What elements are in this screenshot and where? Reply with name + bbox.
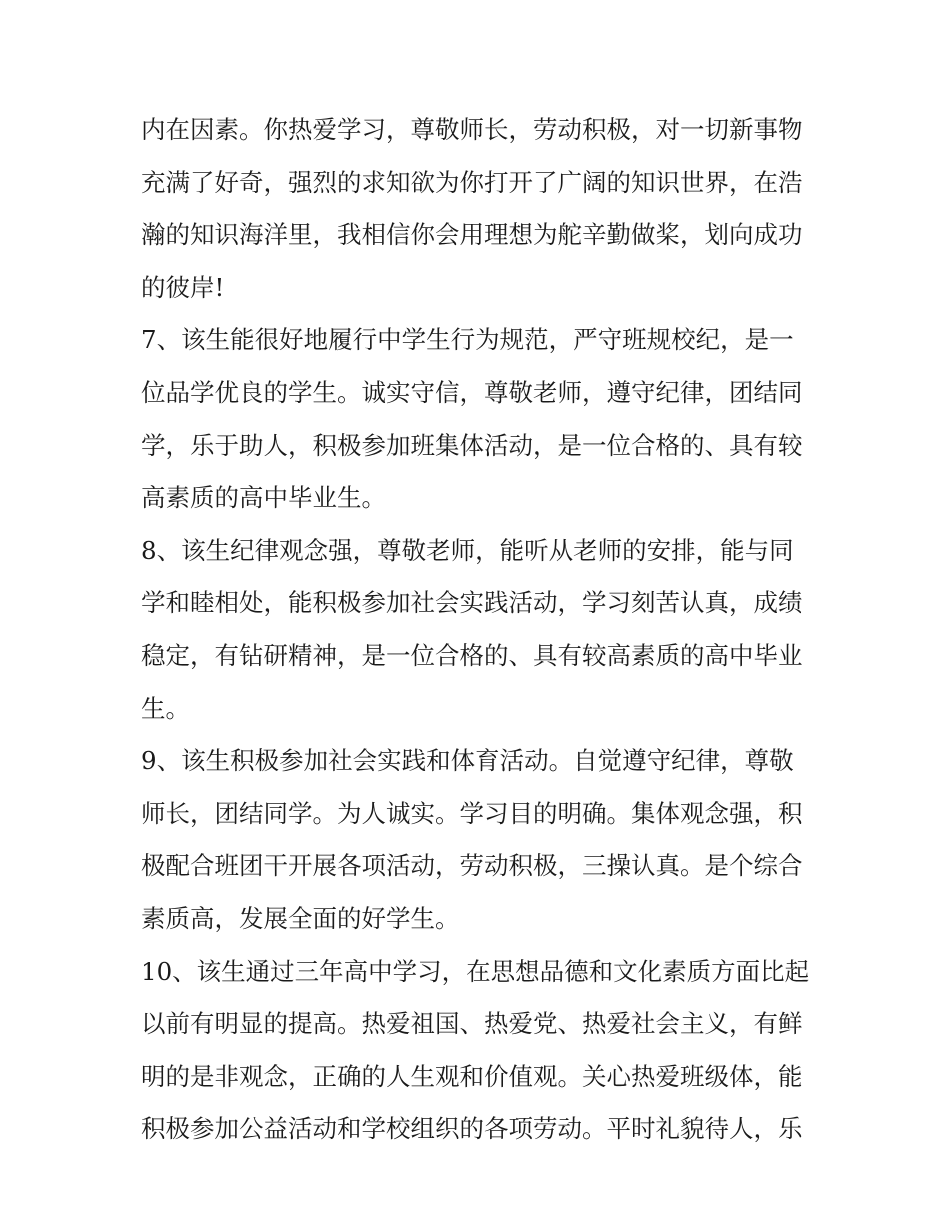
text-line: 学，乐于助人，积极参加班集体活动，是一位合格的、具有较 <box>141 430 803 460</box>
text-line: 内在因素。你热爱学习，尊敬师长，劳动积极，对一切新事物 <box>141 115 803 144</box>
text-line: 9、该生积极参加社会实践和体育活动。自觉遵守纪律，尊敬 <box>141 746 794 776</box>
text-line: 以前有明显的提高。热爱祖国、热爱党、热爱社会主义，有鲜 <box>141 1009 803 1039</box>
text-line: 积极参加公益活动和学校组织的各项劳动。平时礼貌待人，乐 <box>141 1114 803 1144</box>
text-line: 师长，团结同学。为人诚实。学习目的明确。集体观念强，积 <box>141 798 803 828</box>
text-line: 位品学优良的学生。诚实守信，尊敬老师，遵守纪律，团结同 <box>141 377 803 407</box>
text-line: 8、该生纪律观念强，尊敬老师，能听从老师的安排，能与同 <box>141 535 794 565</box>
text-line: 10、该生通过三年高中学习，在思想品德和文化素质方面比起 <box>141 956 810 986</box>
text-line: 明的是非观念，正确的人生观和价值观。关心热爱班级体，能 <box>141 1061 803 1091</box>
text-line: 稳定，有钻研精神，是一位合格的、具有较高素质的高中毕业 <box>141 640 803 670</box>
text-line: 7、该生能很好地履行中学生行为规范，严守班规校纪，是一 <box>141 325 794 355</box>
text-line: 学和睦相处，能积极参加社会实践活动，学习刻苦认真，成绩 <box>141 588 803 618</box>
text-line: 的彼岸! <box>141 272 225 302</box>
text-line: 生。 <box>141 693 190 723</box>
text-line: 充满了好奇，强烈的求知欲为你打开了广阔的知识世界，在浩 <box>141 167 803 197</box>
document-body <box>141 104 841 1156</box>
text-line: 高素质的高中毕业生。 <box>141 483 386 513</box>
text-line: 瀚的知识海洋里，我相信你会用理想为舵辛勤做桨，划向成功 <box>141 220 803 250</box>
text-line: 极配合班团干开展各项活动，劳动积极，三操认真。是个综合 <box>141 851 803 881</box>
text-line: 素质高，发展全面的好学生。 <box>141 903 460 933</box>
